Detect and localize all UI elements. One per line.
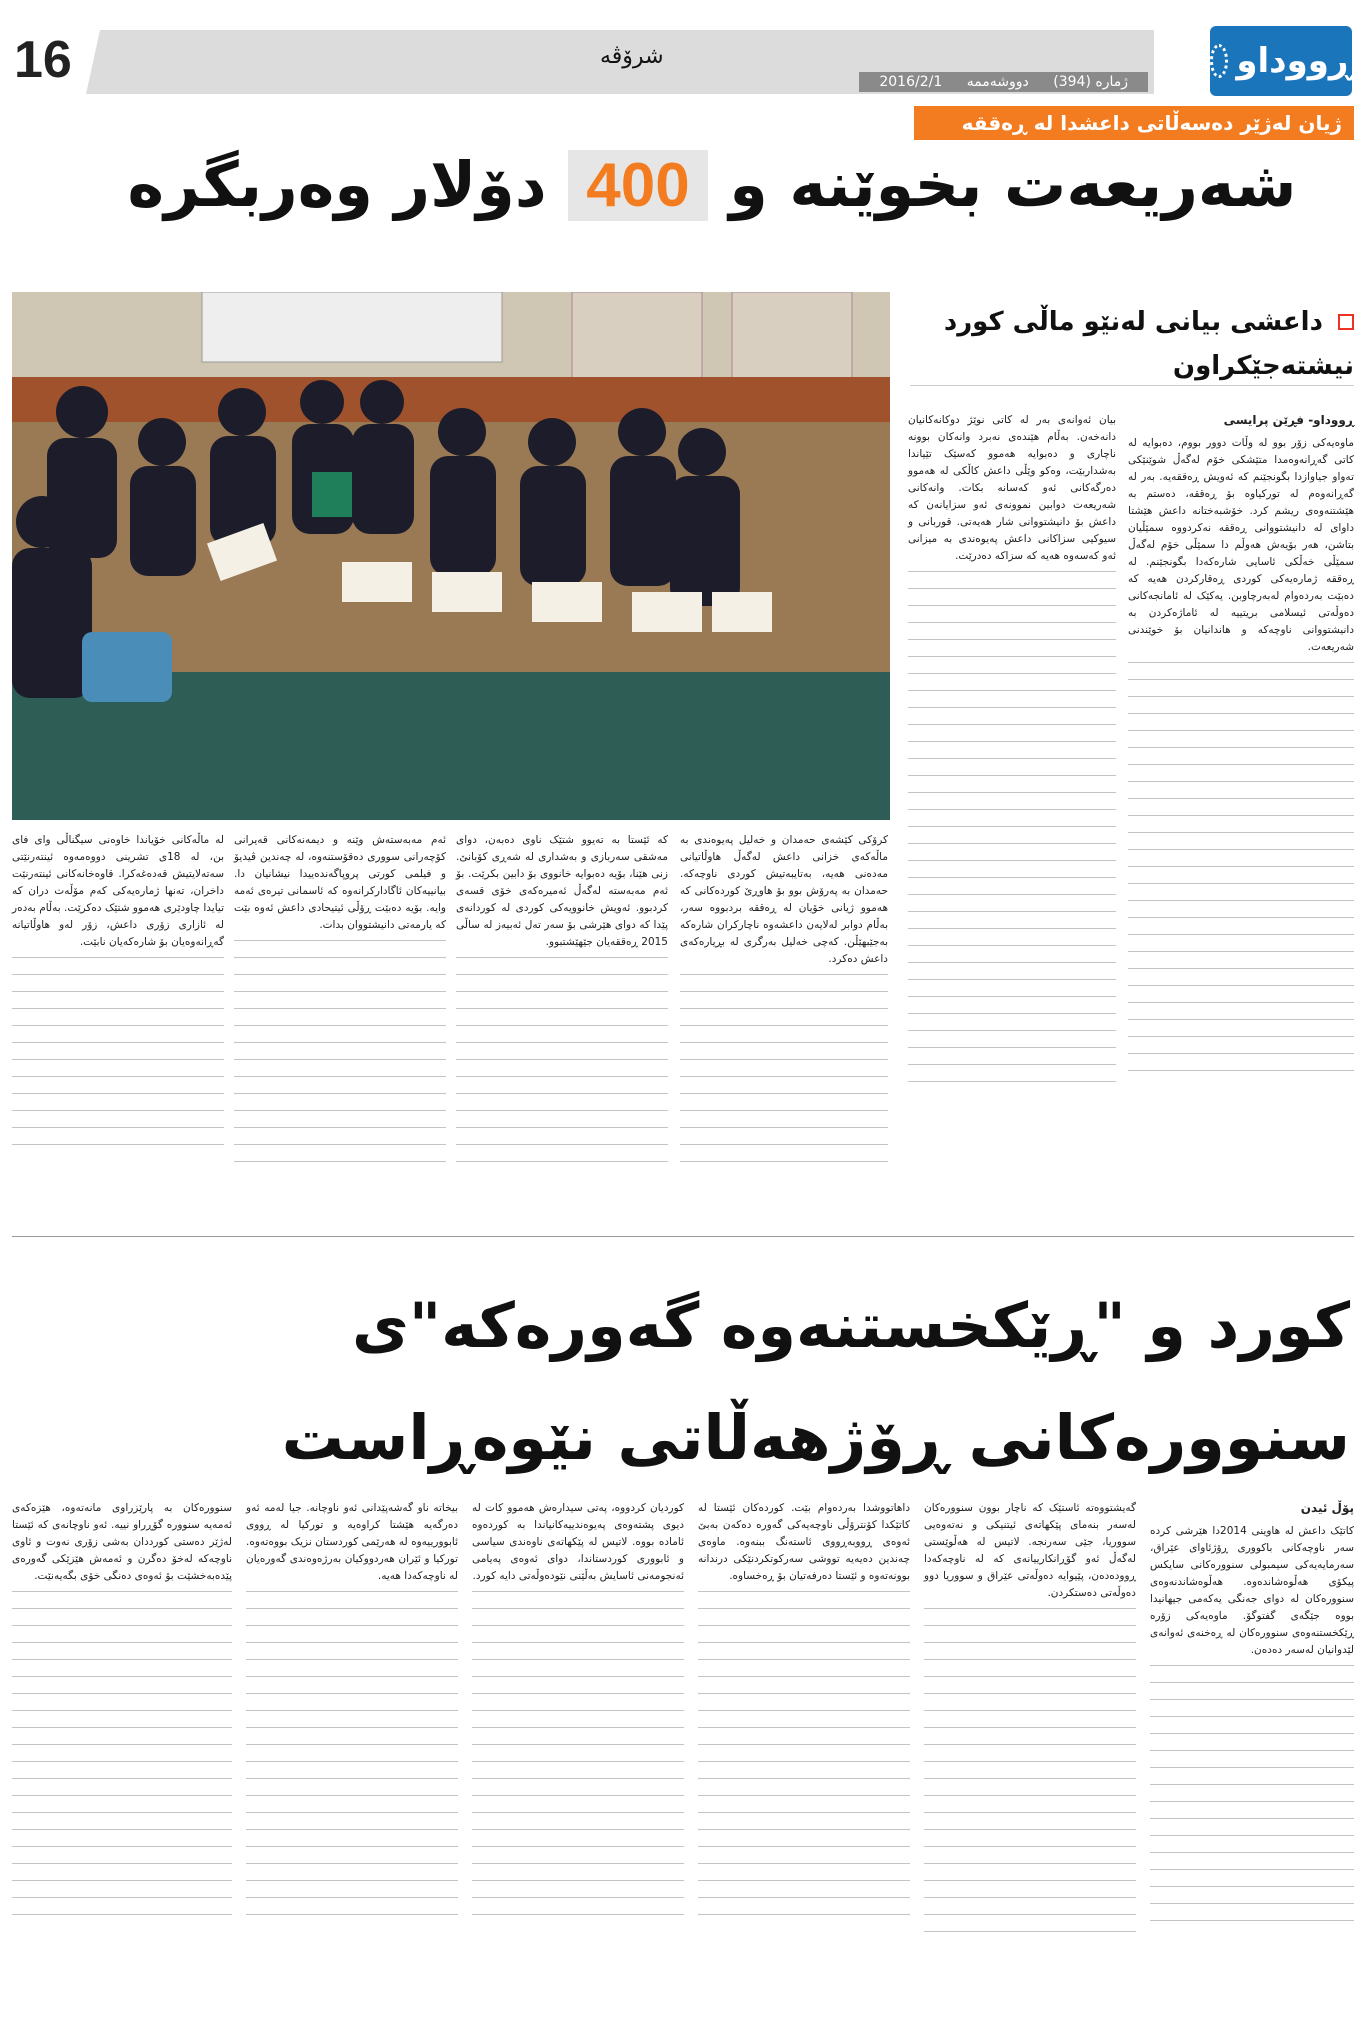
article-column [680, 832, 888, 1222]
article-subheading [910, 300, 1354, 388]
article-column [234, 832, 446, 1222]
article-headline [70, 148, 1354, 221]
article-column [12, 1500, 232, 2020]
article-column [698, 1500, 910, 2020]
article-column [472, 1500, 684, 2020]
column-text: کە ئێستا بە تەیوو شتێک ناوی دەبەن، دوای مەشقی سەربازی و بەشداری لە شەڕی کۆبانێ. زنی هێنا، بۆیە دەبوایە خانووی بۆ دابین بکرێت. بۆ ئەم مەبەستە لەگەڵ ئەمیرەکەی خۆی قسەی کردبوو. ئەویش خانوویەکی کوردی لە کوردانەی پێدا کە دوای هێرشی بۆ سەر تەل ئەبیەز لە ساڵی 2015 ڕەققەیان جێهێشتبوو. [456, 834, 668, 948]
column-text: بیخاتە ناو گەشەپێدانی ئەو ناوچانە. جیا لەمە ئەو دەرگەیە هێشتا کراوەیە و تورکیا لە ڕووی ئابوورییەوە لە هەرێمی کوردستان نزیک بووەتەوە. تورکیا و ئێران هەردووکیان بەرژەوەندی گەورەیان لە ناوچەکەدا هەیە. [246, 1502, 458, 1582]
headline-pre: شەریعەت بخوێنە و [729, 148, 1297, 221]
column-text: لە ماڵەکانی خۆیاندا خاوەنی سیگناڵی وای فای بن، لە 18ی تشرینی دووەمەوە ئینتەرنێتی سەتەلایتیش قەدەغەکرا. قاوەخانەکانی ئینتەرنێت داخران، تەنها ژمارەیەکی کەم مۆڵەت دران کە تیایدا چاودێری هەموو شتێک دەکرێت. بەڵام بەدەر لە ئازاری زۆری داعش، زۆر لەو هاوڵاتیانە گەڕانەوەیان بۆ شارەکەیان نابێت. [12, 834, 224, 948]
article-byline: ڕووداو- فڕێن پرایسی [1223, 413, 1354, 427]
article-column [1150, 1500, 1354, 2020]
article-divider [12, 1236, 1354, 1237]
issue-line [859, 72, 1148, 92]
sun-icon [1210, 44, 1228, 78]
article2-byline: پۆڵ ئیدن [1300, 1501, 1354, 1515]
article-column [12, 832, 224, 1222]
column-text: سنوورەکان بە پارێزراوی مانەتەوە، هێزەکەی ئەمەیە سنوورە گۆڕراو نییە. ئەو ناوچانەی کە ئێستا لەژێر دەستی کورددان بەشی زۆری نەوت و ئاوی ناوچەکە لەخۆ دەگرن و ئەمەش هێزێکی گەورەی پێدەبەخشێت بۆ ئەوەی دەنگی خۆی بگەیەنێت. [12, 1502, 232, 1582]
column-continued [1128, 662, 1354, 1082]
square-marker-icon [1338, 314, 1354, 330]
section-name: شرۆڤە [600, 44, 664, 69]
article-column [456, 832, 668, 1222]
logo-text: ڕووداو [1236, 41, 1352, 81]
column-continued [12, 1591, 232, 1931]
page-number: 16 [14, 31, 72, 89]
headline-number: 400 [568, 150, 707, 221]
column-text: ماوەیەکی زۆر بوو لە وڵات دوور بووم، دەبوایە لە کاتی گەڕانەوەمدا متێشکی خۆم لەگەڵ شوێنێکی تەواو جیاوازدا بگونجێنم کە ئەویش ڕەققەیە. بەر لە گەڕانەوەم لە تورکیاوە بۆ ڕەققە، دەستم بە هێشتنەوەی ریشم کرد. خۆشبەختانە داعش هێشتا داوای لە دانیشتووانی ڕەققە نەکردووە سمێڵیان بتاشن، هەر بۆیەش هەوڵم دا سمێڵی خۆم لەگەڵ سمێڵی خەڵکی ئاسایی شارەکەدا بگونجێنم. لە ڕەققە ژمارەیەکی کوردی ڕەقارکردن هەیە کە دەبێت بەردەوام لەبەرچاوبن. یەکێک لە ئامانجەکانی دەوڵەتی ئیسلامی بریتییە لە ئاماژەکردن بە دانیشتووانی ناوچەکە و هاندانیان بۆ خوێندنی شەریعەت. [1128, 437, 1354, 653]
column-text: کوردیان کردووە، پەتی سیدارەش هەموو کات لە دیوی پشتەوەی پەیوەندییەکانیاندا بە کوردەوە ئامادە بووە. لاتیس لە پێکهاتەی ناوەندی سیاسی و ئابووری کوردستاندا، دوای ئەوەی پەیامی ئەنجومەنی ئاسایش بەڵێنی نێودەوڵەتی دایە کورد. [472, 1502, 684, 1582]
article-column [1128, 412, 1354, 1212]
headline-post: دۆلار وەربگرە [127, 148, 547, 221]
subheading-rule [910, 385, 1354, 386]
issue-date: 2016/2/1 [879, 74, 943, 90]
column-continued [1150, 1665, 1354, 1925]
column-text: بیان ئەوانەی بەر لە کاتی نوێژ دوکانەکانیان دانەخەن. بەڵام هێندەی نەبرد وانەکان بوونە ناچاری و دەبوایە هەموو کەسێک تێیاندا بەشداربێت، وەکو وێڵی داعش کاڵکی لە هەموو دەرگەکانی ئەو کەسانە بکات. وانەکانی شەریعەت دوابین نموونەی ئەو سزایانەن کە داعش بۆ دانیشتووانی شار هەیەتی. قوربانی و سیوکیی سزاکانی داعش پەیوەندی بە میزانی ئەو کەسەوە هەیە کە سزاکە دەدرێت. [908, 414, 1116, 562]
column-text: کرۆکی کێشەی حەمدان و خەلیل پەیوەندی بە ماڵەکەی خزانی داعش لەگەڵ هاوڵاتیانی مەدەنی هەیە، بەتایبەتیش کوردی ناوچەکە. حەمدان بە پەرۆش بوو بۆ هاوڕێ کوردەکانی کە هەموو ژیانی خۆیان لە ڕەققە بردبووە سەر، بەڵام دوابر لەلایەن داعشەوە ناچارکران شارەکە بەجێبهێڵن. کەچی خەلیل بەرگری لە بڕیارەکەی داعش دەکرد. [680, 834, 888, 965]
article-column [908, 412, 1116, 1212]
article-column [924, 1500, 1136, 2020]
column-continued [472, 1591, 684, 1931]
column-continued [680, 974, 888, 1174]
issue-weekday: دووشەممە [966, 74, 1029, 90]
article-kicker: ژیان لەژێر دەسەڵاتی داعشدا لە ڕەققە [914, 106, 1354, 140]
article2-headline [60, 1270, 1350, 1494]
issue-number: ژمارە (394) [1053, 74, 1128, 90]
column-continued [234, 940, 446, 1170]
column-text: ئەم مەبەستەش وێنە و دیمەنەکانی قەیرانی کۆچەرانی سووری دەقۆستنەوە، لە چەندین ڤیدیۆ و فیلمی کورتی پروپاگەندەییدا نیشانیان دا. بیانییەکان ئاگادارکرانەوە کە ئاسمانی تیرەی ئەمە وایە. بۆیە دەبێت ڕۆڵی ئیتیحادی داعش ئەوە بێت کە یارمەتی دانیشتووان بدات. [234, 834, 446, 931]
photo-illustration [12, 292, 890, 820]
column-text: کاتێک داعش لە هاوینی 2014دا هێرشی کردە سەر ناوچەکانی باکووری ڕۆژئاوای عێراق، سەرمایەیەکی سیمبولی سنوورەکانی سایکس پیکۆی هەڵوەشاندەوە. هەڵوەشاندنەوەی سنوورەکان لە دوای جەنگی یەکەمی جیهانیدا بووە جێگەی گفتوگۆ. ماوەیەکی زۆرە ڕێکخستنەوەی سنوورەکان لە ڕەخنەی ئەوانەی لێدوانیان لەسەر دەدەن. [1150, 1525, 1354, 1656]
children-reading-photo [12, 292, 890, 820]
column-continued [908, 571, 1116, 1091]
column-text: داهاتووشدا بەردەوام بێت. کوردەکان ئێستا لە کاتێکدا کۆنترۆڵی ناوچەیەکی گەورە دەکەن بەبێ ئەوەی ڕووبەڕووی ئاستەنگ ببنەوە. ماوەی چەندین دەیەیە تووشی سەرکوتکردنێکی درندانە بوونەتەوە و ئێستا دەرفەتیان بۆ ڕەخساوە. [698, 1502, 910, 1582]
column-continued [456, 957, 668, 1167]
column-text: گەیشتووەتە ئاستێک کە ناچار بوون سنوورەکان لەسەر بنەمای پێکهاتەی ئیتنیکی و نەتەوەیی سووریا، جێی سەرنجە. لاتیس لە هەڵوێستی لەگەڵ ئەو گۆڕانکارییانەی کە لە ناوچەکەدا ڕوودەدەن، پێیوایە دەوڵەتی عێراق و سووریا دوو دەوڵەتی دەستکردن. [924, 1502, 1136, 1599]
headline-line: کورد و "ڕێکخستنەوە گەورەکە"ی [352, 1289, 1350, 1362]
newspaper-logo [1210, 26, 1352, 96]
article-column [246, 1500, 458, 2020]
headline-line: سنوورەکانی ڕۆژهەڵاتی نێوەڕاست [281, 1401, 1350, 1474]
column-continued [12, 957, 224, 1157]
column-continued [924, 1608, 1136, 1948]
column-continued [698, 1591, 910, 1931]
subheading-text: داعشی بیانی لەنێو ماڵی کورد نیشتەجێکراون [943, 307, 1354, 381]
column-continued [246, 1591, 458, 1931]
